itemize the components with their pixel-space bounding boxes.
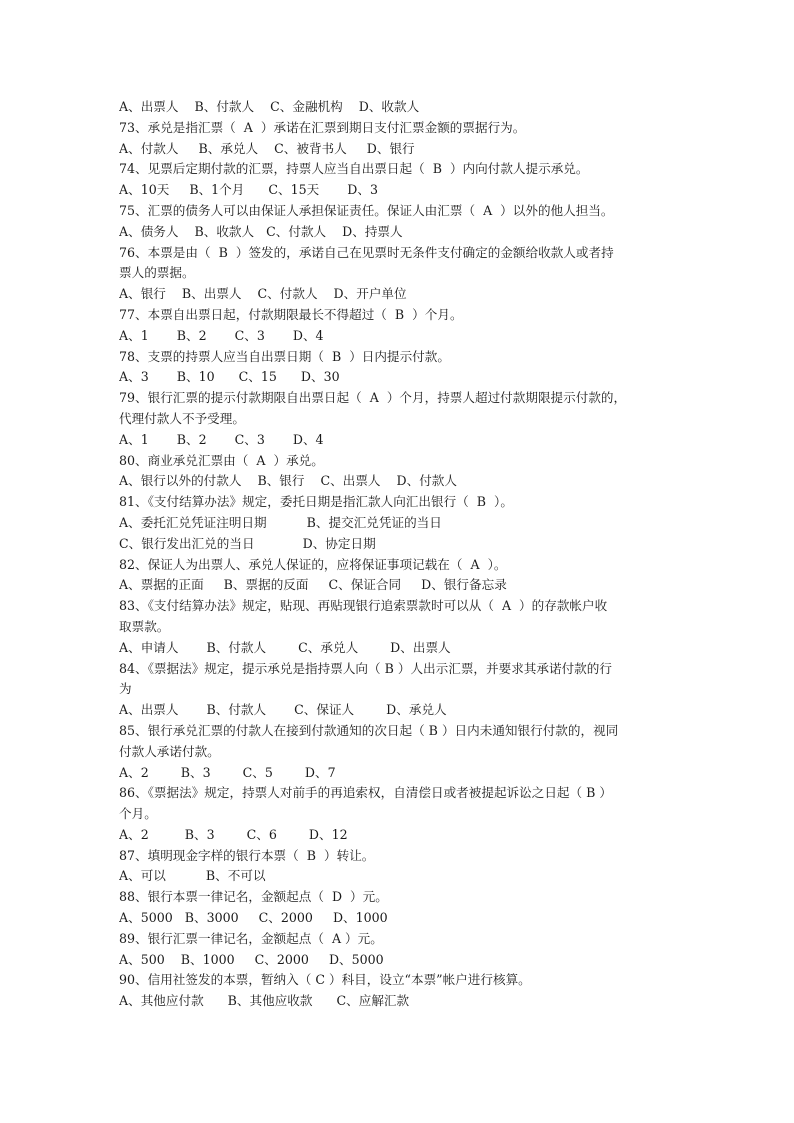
question-list xyxy=(119,97,689,1012)
question-86-continued: 个月。 xyxy=(119,806,157,822)
question-90: 90、信用社签发的本票，暂纳入（ C ）科目，设立“本票”帐户进行核算。 xyxy=(119,972,531,988)
options-81-cd: C、银行发出汇兑的当日 D、协定日期 xyxy=(119,535,376,551)
question-82: 82、保证人为出票人、承兑人保证的，应将保证事项记载在（ A ）。 xyxy=(119,556,507,572)
options-74: A、10天 B、1个月 C、15天 D、3 xyxy=(119,182,378,198)
question-76: 76、本票是由（ B ）签发的，承诺自己在见票时无条件支付确定的金额给收款人或者持 xyxy=(119,244,614,260)
question-77: 77、本票自出票日起，付款期限最长不得超过（ B ）个月。 xyxy=(119,306,463,322)
question-79-continued: 代理付款人不予受理。 xyxy=(119,410,245,426)
question-83-continued: 取票款。 xyxy=(119,618,170,634)
question-89: 89、银行汇票一律记名，金额起点（ A ）元。 xyxy=(119,930,383,946)
question-76-continued: 票人的票据。 xyxy=(119,265,195,281)
options-89: A、500 B、1000 C、2000 D、5000 xyxy=(119,951,384,967)
options-88: A、5000 B、3000 C、2000 D、1000 xyxy=(119,910,388,926)
options-85: A、2 B、3 C、5 D、7 xyxy=(119,764,336,780)
options-82: A、票据的正面 B、票据的反面 C、保证合同 D、银行备忘录 xyxy=(119,577,507,593)
question-85: 85、银行承兑汇票的付款人在接到付款通知的次日起（ B ）日内未通知银行付款的，视同 xyxy=(119,722,619,738)
options-73: A、付款人 B、承兑人 C、被背书人 D、银行 xyxy=(119,140,415,156)
options-line: A、出票人 B、付款人 C、金融机构 D、收款人 xyxy=(119,99,420,114)
question-75: 75、汇票的债务人可以由保证人承担保证责任。保证人由汇票（ A ）以外的他人担当。 xyxy=(119,202,614,218)
question-83: 83、《支付结算办法》规定，贴现、再贴现银行追索票款时可以从（ A ）的存款帐户收 xyxy=(119,598,608,614)
question-85-continued: 付款人承诺付款。 xyxy=(119,743,220,759)
question-80: 80、商业承兑汇票由（ A ）承兑。 xyxy=(119,452,324,468)
question-87: 87、填明现金字样的银行本票（ B ）转让。 xyxy=(119,847,375,863)
options-84: A、出票人 B、付款人 C、保证人 D、承兑人 xyxy=(119,702,447,718)
options-77: A、1 B、2 C、3 D、4 xyxy=(119,327,324,343)
question-79: 79、银行汇票的提示付款期限自出票日起（ A ）个月，持票人超过付款期限提示付款的， xyxy=(119,390,627,406)
options-81-ab: A、委托汇兑凭证注明日期 B、提交汇兑凭证的当日 xyxy=(119,514,442,530)
options-90: A、其他应付款 B、其他应收款 C、应解汇款 xyxy=(119,993,410,1009)
question-86: 86、《票据法》规定，持票人对前手的再追索权，自清偿日或者被提起诉讼之日起（ B ） xyxy=(119,785,612,801)
options-83: A、申请人 B、付款人 C、承兑人 D、出票人 xyxy=(119,639,451,655)
question-81: 81、《支付结算办法》规定，委托日期是指汇款人向汇出银行（ B ）。 xyxy=(119,494,513,510)
question-73: 73、承兑是指汇票（ A ）承诺在汇票到期日支付汇票金额的票据行为。 xyxy=(119,119,526,135)
question-84: 84、《票据法》规定，提示承兑是指持票人向（ B ）人出示汇票，并要求其承诺付款的行 xyxy=(119,660,612,676)
options-78: A、3 B、10 C、15 D、30 xyxy=(119,369,340,385)
options-87: A、可以 B、不可以 xyxy=(119,868,266,884)
options-80: A、银行以外的付款人 B、银行 C、出票人 D、付款人 xyxy=(119,473,457,489)
options-79: A、1 B、2 C、3 D、4 xyxy=(119,431,324,447)
options-75: A、债务人 B、收款人 C、付款人 D、持票人 xyxy=(119,223,403,239)
options-86: A、2 B、3 C、6 D、12 xyxy=(119,826,348,842)
question-74: 74、见票后定期付款的汇票，持票人应当自出票日起（ B ）内向付款人提示承兑。 xyxy=(119,161,589,177)
question-78: 78、支票的持票人应当自出票日期（ B ）日内提示付款。 xyxy=(119,348,450,364)
question-88: 88、银行本票一律记名，金额起点（ D ）元。 xyxy=(119,889,388,905)
options-76: A、银行 B、出票人 C、付款人 D、开户单位 xyxy=(119,286,407,302)
question-84-continued: 为 xyxy=(119,681,132,697)
